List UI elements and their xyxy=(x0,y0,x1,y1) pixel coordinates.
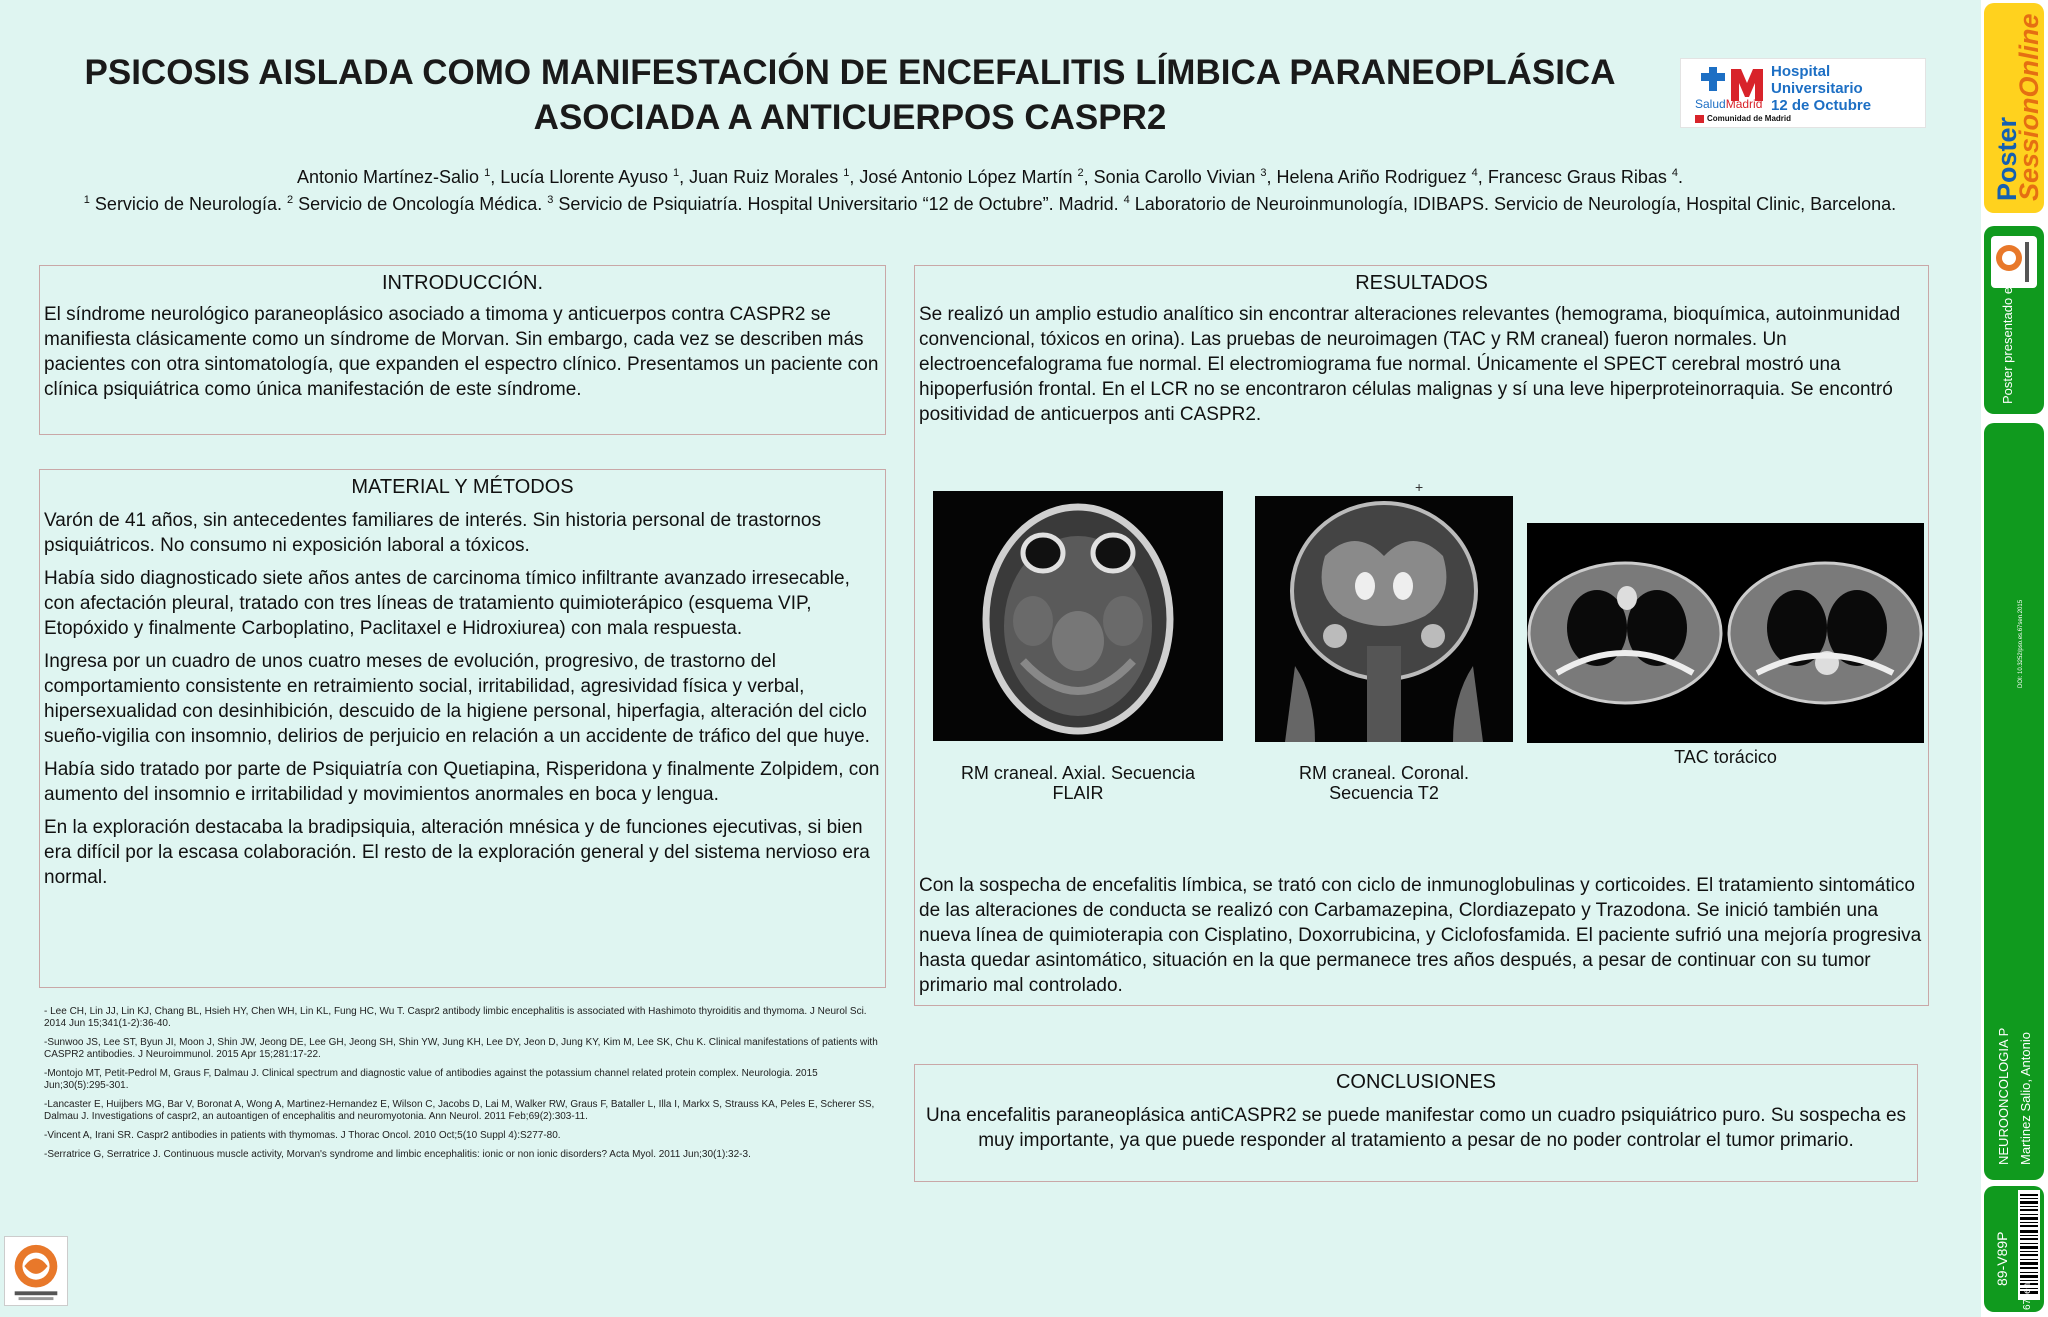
methods-paragraph: En la exploración destacaba la bradipsiquia, alteración mnésica y de funciones ejecutivas, si bien era difícil por la escasa colaboración. El resto de la exploración general y del sistema nervioso era normal. xyxy=(44,817,870,888)
author-name: Francesc Graus Ribas $^4$ xyxy=(1487,167,1678,187)
brand-session-text: SessionOnline xyxy=(2014,13,2044,201)
reference-item: -Sunwoo JS, Lee ST, Byun JI, Moon J, Shin JW, Jeong DE, Lee GH, Jeong SH, Shin YW, Jung KH, Lee DY, Jeon D, Jung KY, Kim M, Lee SK, Chu K. Clinical manifestations of patients with CASPR2 antibodies. J Neuroimmunol. 2015 Apr 15;281:17-22. xyxy=(44,1037,878,1060)
title-line-2: ASOCIADA A ANTICUERPOS CASPR2 xyxy=(533,98,1167,137)
affiliation-number: 2 xyxy=(287,194,294,206)
salud-madrid-label xyxy=(1695,97,1762,111)
affiliation-list xyxy=(40,189,1940,216)
author-affiliation-number: 4 xyxy=(1671,167,1678,179)
methods-paragraph: Había sido tratado por parte de Psiquiatría con Quetiapina, Risperidona y finalmente Zolpidem, con aumento del insomnio e irritabilidad y movimientos anormales en boca y lengua. xyxy=(44,759,880,805)
category-text: NEUROONCOLOGIA P xyxy=(1996,1027,2011,1165)
presented-at-tile[interactable] xyxy=(1984,226,2044,414)
author-text: Martinez Salio, Antonio xyxy=(2018,1032,2033,1165)
reference-item: -Lancaster E, Huijbers MG, Bar V, Boronat A, Wong A, Martinez-Hernandez E, Wilson C, Jacobs D, Lai M, Walker RW, Graus F, Bataller L, Illa I, Markx S, Strauss KA, Peles E, Scherer SS, Dalmau J. Investigations of caspr2, an autoantigen of encephalitis and neuromyotonia. Ann Neurol. 2011 Feb;69(2):303-11. xyxy=(44,1099,875,1122)
mri-coronal-image xyxy=(1255,496,1513,742)
affiliation-text: Servicio de Psiquiatría. Hospital Universitario “12 de Octubre”. Madrid. xyxy=(553,194,1124,214)
figure-caption: RM craneal. Coronal. Secuencia T2 xyxy=(1298,763,1470,803)
affiliation-number: 1 xyxy=(83,194,90,206)
references-list xyxy=(44,1006,884,1168)
hospital-logo xyxy=(1680,58,1926,128)
author-name: Juan Ruiz Morales $^1$ xyxy=(689,167,850,187)
author-name: Helena Ariño Rodriguez $^4$ xyxy=(1276,167,1478,187)
affiliation-number: 3 xyxy=(547,194,554,206)
introduction-text: El síndrome neurológico paraneoplásico asociado a timoma y anticuerpos contra CASPR2 se manifiesta clásicamente como un síndrome de Morvan. Sin embargo, cada vez se describen más pacientes con otra sintomatología, que expanden el espectro clínico. Presentamos un paciente con clínica psiquiátrica como única manifestación de este síndrome. xyxy=(44,304,879,400)
affiliation-text: Servicio de Oncología Médica. xyxy=(293,194,548,214)
author-affiliation-number: 2 xyxy=(1077,167,1084,179)
brand-poster-text: Poster xyxy=(1992,116,2022,201)
doi-text: DOI: 10.3252/pso.es.67sen.2015 xyxy=(2018,599,2024,688)
hospital-name-line-2: 12 de Octubre xyxy=(1771,97,1872,114)
poster-title xyxy=(30,50,1670,140)
methods-paragraph: Había sido diagnosticado siete años antes de carcinoma tímico infiltrante avanzado irresecable, con afectación pleural, tratado con tres líneas de tratamiento quimioterápico (esquema VIP, Etopóxido y finalmente Carboplatino, Paclitaxel e Hidroxiurea) con mala respuesta. xyxy=(44,568,850,639)
author-name: Lucía Llorente Ayuso $^1$ xyxy=(500,167,680,187)
methods-paragraph: Varón de 41 años, sin antecedentes familiares de interés. Sin historia personal de trastornos psiquiátricos. No consumo ni exposición laboral a tóxicos. xyxy=(44,510,821,556)
affiliation-text: Servicio de Neurología. xyxy=(89,194,288,214)
figure-caption: TAC torácico xyxy=(1674,747,1777,767)
figure-caption: RM craneal. Axial. Secuencia FLAIR xyxy=(960,763,1196,803)
hospital-name xyxy=(1771,63,1925,114)
poster-code-tile[interactable] xyxy=(1984,1186,2044,1312)
author-affiliation-number: 1 xyxy=(843,167,850,179)
results-section xyxy=(914,265,1929,1006)
author-name: Sonia Carollo Vivian $^3$ xyxy=(1093,167,1267,187)
reference-item: -Montojo MT, Petit-Pedrol M, Graus F, Dalmau J. Clinical spectrum and diagnostic value of antibodies against the potassium channel related protein complex. Neurologia. 2015 Jun;30(5):295-301. xyxy=(44,1068,818,1091)
figure-mri-axial xyxy=(933,491,1233,803)
poster-info-tile[interactable] xyxy=(1984,423,2044,1180)
introduction-heading: INTRODUCCIÓN. xyxy=(381,272,544,294)
hospital-name-line-1: Hospital Universitario xyxy=(1771,63,1863,97)
crosshair-icon: + xyxy=(1415,479,1424,495)
results-text-1: Se realizó un amplio estudio analítico sin encontrar alteraciones relevantes (hemograma, bioquímica, autoinmunidad convencional, tóxicos en orina). Las pruebas de neuroimagen (TAC y RM craneal) fueron normales. Un electroencefalograma fue normal. El electromiograma fue normal. Únicamente el SPECT cerebral mostró una hipoperfusión frontal. En el LCR no se encontraron células malignas y sí una leve hiperproteinorraquia. Se encontró positividad de anticuerpos anti CASPR2. xyxy=(919,304,1901,425)
poster-session-brand-tile[interactable] xyxy=(1984,3,2044,213)
comunidad-flag-icon xyxy=(1695,115,1704,123)
author-list: Antonio Martínez-Salio $^1$, Lucía Llorente Ayuso $^1$, Juan Ruiz Morales $^1$, José Antonio López Martín $^2$, Sonia Carollo Vivian $^3$, Helena Ariño Rodriguez $^4$, Francesc Graus Ribas $^4$. xyxy=(296,167,1684,187)
methods-section xyxy=(39,469,886,988)
mri-axial-image xyxy=(933,491,1223,741)
affiliation-number: 4 xyxy=(1123,194,1130,206)
neurology-society-logo-icon xyxy=(4,1236,68,1306)
conclusions-text: Una encefalitis paraneoplásica antiCASPR2 se puede manifestar como un cuadro psiquiátrico puro. Su sospecha es muy importante, ya que puede responder al tratamiento a pesar de no poder controlar el tumor primario. xyxy=(925,1105,1907,1151)
comunidad-label xyxy=(1695,114,1791,123)
reference-item: - Lee CH, Lin JJ, Lin KJ, Chang BL, Hsieh HY, Chen WH, Lin KL, Fung HC, Wu T. Caspr2 antibody limbic encephalitis is associated with Hashimoto thyroiditis and thymoma. J Neurol Sci. 2014 Jun 15;341(1-2):36-40. xyxy=(44,1006,867,1029)
salud-word: Salud xyxy=(1695,97,1726,111)
reference-item: -Serratrice G, Serratrice J. Continuous muscle activity, Morvan's syndrome and limbic encephalitis: ionic or non ionic disorders? Acta Myol. 2011 Jun;30(1):32-3. xyxy=(44,1149,751,1160)
author-name: José Antonio López Martín $^2$ xyxy=(859,167,1084,187)
results-heading: RESULTADOS xyxy=(1355,272,1488,294)
methods-paragraph: Ingresa por un cuadro de unos cuatro meses de evolución, progresivo, de trastorno del comportamiento consistente en retraimiento social, irritabilidad, agresividad física y verbal, hipersexualidad con desinhibición, descuido de la higiene personal, hiperfagia, alteración del ciclo sueño-vigilia con insomnio, delirios de perjuicio en relación a un accidente de tráfico del que huye. xyxy=(44,651,870,747)
author-name: Antonio Martínez-Salio $^1$ xyxy=(296,167,491,187)
author-affiliation-number: 1 xyxy=(484,167,491,179)
affiliation-text: Laboratorio de Neuroinmunología, IDIBAPS. Servicio de Neurología, Hospital Clinic, Barcelona. xyxy=(1129,194,1897,214)
figure-mri-coronal xyxy=(1255,479,1520,803)
conclusions-section xyxy=(914,1064,1918,1182)
madrid-word: Madrid xyxy=(1725,97,1763,111)
ct-thorax-image xyxy=(1527,523,1924,743)
results-text-2: Con la sospecha de encefalitis límbica, se trató con ciclo de inmunoglobulinas y corticoides. El tratamiento sintomático de las alteraciones de conducta se realizó con Carbamazepina, Clordiazepato y Trazodona. Se inició también una nueva línea de quimioterapia con Cisplatino, Doxorrubicina, y Ciclofosfamida. El paciente sufrió una mejoría progresiva hasta quedar asintomático, situación en la que permanece tres años después, a pesar de continuar con su tumor primario mal controlado. xyxy=(919,875,1922,996)
event-code-text: 67sen xyxy=(2022,1282,2033,1310)
author-affiliation-number: 1 xyxy=(673,167,680,179)
title-line-1: PSICOSIS AISLADA COMO MANIFESTACIÓN DE ENCEFALITIS LÍMBICA PARANEOPLÁSICA xyxy=(84,53,1616,92)
comunidad-text: Comunidad de Madrid xyxy=(1707,114,1791,123)
poster-code-text: 89-V89P xyxy=(1994,1231,2010,1286)
author-affiliation-number: 4 xyxy=(1471,167,1478,179)
introduction-section xyxy=(39,265,886,435)
figure-ct-thorax xyxy=(1527,523,1925,773)
methods-heading: MATERIAL Y MÉTODOS xyxy=(351,476,574,498)
authors-block xyxy=(40,162,1940,216)
reference-item: -Vincent A, Irani SR. Caspr2 antibodies in patients with thymomas. J Thorac Oncol. 2010 Oct;5(10 Suppl 4):S277-80. xyxy=(44,1130,561,1141)
poster-session-sidebar xyxy=(1981,0,2048,1317)
author-affiliation-number: 3 xyxy=(1260,167,1267,179)
presented-at-text: Poster presentado en: xyxy=(2000,276,2015,404)
conclusions-heading: CONCLUSIONES xyxy=(1335,1071,1497,1093)
